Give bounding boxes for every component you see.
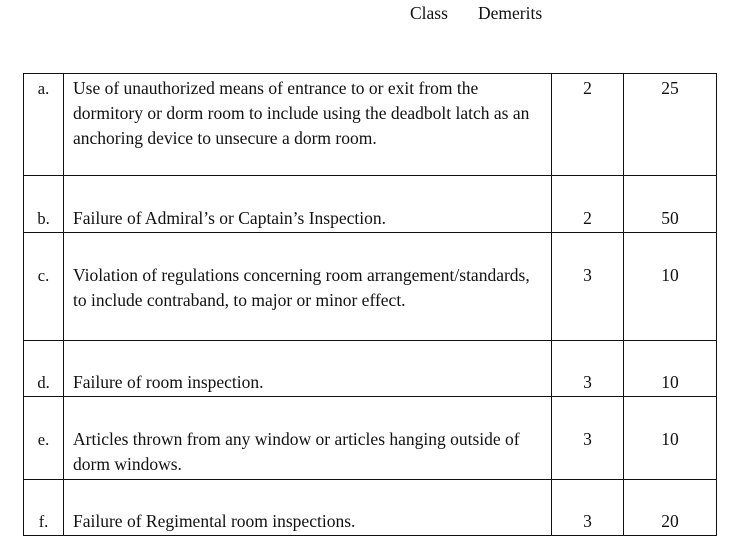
row-description: Failure of room inspection. [64, 341, 552, 397]
row-letter: d. [24, 341, 64, 397]
row-letter: a. [24, 74, 64, 176]
table-row [24, 176, 717, 233]
row-class: 3 [552, 480, 624, 536]
row-letter: e. [24, 397, 64, 480]
row-letter: c. [24, 233, 64, 341]
row-description: Failure of Regimental room inspections. [64, 480, 552, 536]
row-description: Use of unauthorized means of entrance to or exit from the dormitory or dorm room to include using the deadbolt latch as an anchoring device to unsecure a dorm room. [64, 74, 552, 176]
row-demerits: 20 [624, 480, 717, 536]
row-demerits: 10 [624, 341, 717, 397]
row-description: Violation of regulations concerning room arrangement/standards, to include contraband, to major or minor effect. [64, 233, 552, 341]
table-row [24, 341, 717, 397]
row-class: 3 [552, 341, 624, 397]
row-class: 2 [552, 74, 624, 176]
table-row [24, 74, 717, 176]
demerits-table [23, 73, 717, 536]
row-letter: f. [24, 480, 64, 536]
table-row [24, 233, 717, 341]
row-class: 3 [552, 233, 624, 341]
row-demerits: 10 [624, 233, 717, 341]
row-demerits: 10 [624, 397, 717, 480]
column-header-class: Class [410, 3, 448, 23]
row-class: 2 [552, 176, 624, 233]
row-description: Articles thrown from any window or articles hanging outside of dorm windows. [64, 397, 552, 480]
row-demerits: 25 [624, 74, 717, 176]
row-class: 3 [552, 397, 624, 480]
row-demerits: 50 [624, 176, 717, 233]
row-description: Failure of Admiral’s or Captain’s Inspection. [64, 176, 552, 233]
table-row [24, 480, 717, 536]
table-row [24, 397, 717, 480]
column-header-demerits: Demerits [478, 3, 543, 23]
row-letter: b. [24, 176, 64, 233]
